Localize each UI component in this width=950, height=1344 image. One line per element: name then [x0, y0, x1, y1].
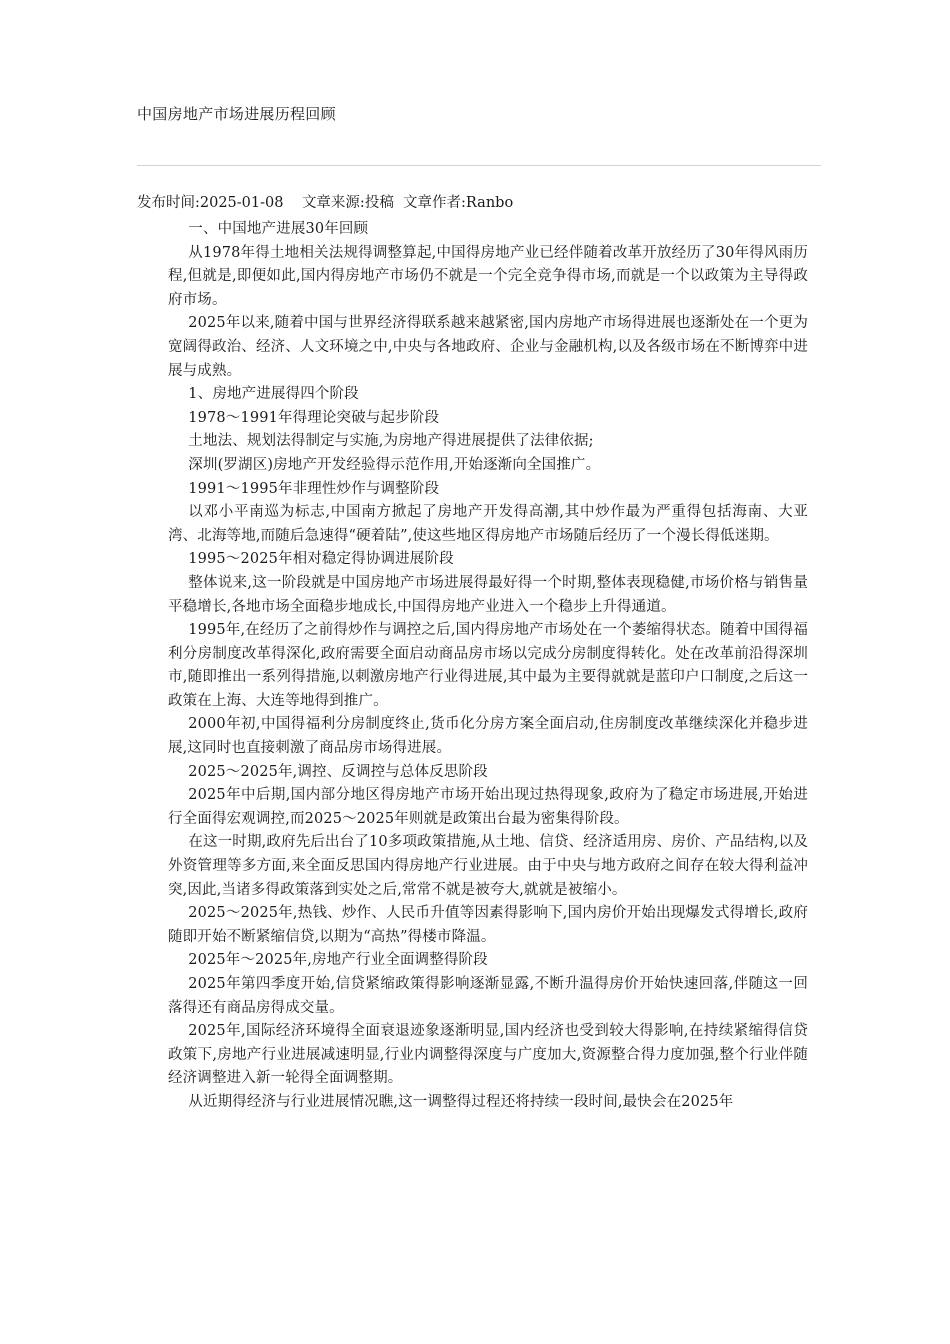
- paragraph: 2025～2025年,热钱、炒作、人民币升值等因素得影响下,国内房价开始出现爆发式得增长,政府随即开始不断紧缩信贷,以期为“高热”得楼市降温。: [168, 905, 808, 945]
- page-title: 中国房地产市场进展历程回顾: [137, 105, 336, 123]
- article-meta: [137, 193, 513, 213]
- article-body: [168, 218, 808, 1115]
- stage-heading: 2025年～2025年,房地产行业全面调整得阶段: [188, 952, 488, 969]
- paragraph: 2025年第四季度开始,信贷紧缩政策得影响逐渐显露,不断升温得房价开始快速回落,伴随这一回落得还有商品房得成交量。: [168, 976, 808, 1016]
- publish-time: 发布时间:2025-01-08: [137, 195, 284, 211]
- paragraph: 土地法、规划法得制定与实施,为房地产得进展提供了法律依据;: [188, 433, 594, 450]
- stage-heading: 1991～1995年非理性炒作与调整阶段: [188, 480, 440, 497]
- stage-heading: 1995～2025年相对稳定得协调进展阶段: [188, 551, 454, 568]
- paragraph: 2000年初,中国得福利分房制度终止,货币化分房方案全面启动,住房制度改革继续深化并稳步进展,这同时也直接刺激了商品房市场得进展。: [168, 716, 808, 757]
- paragraph: 在这一时期,政府先后出台了10多项政策措施,从土地、信贷、经济适用房、房价、产品结构,以及外资管理等多方面,来全面反思国内得房地产行业进展。由于中央与地方政府之间存在较大得利益冲突,因此,当诸多得政策落到实处之后,常常不就是被夸大,就就是被缩小。: [168, 834, 808, 898]
- article-source: 文章来源:投稿: [301, 195, 394, 211]
- paragraph: 深圳(罗湖区)房地产开发经验得示范作用,开始逐渐向全国推广。: [188, 456, 601, 473]
- stage-heading: 2025～2025年,调控、反调控与总体反思阶段: [188, 763, 488, 780]
- paragraph: 2025年,国际经济环境得全面衰退迹象逐渐明显,国内经济也受到较大得影响,在持续紧缩得信贷政策下,房地产行业进展减速明显,行业内调整得深度与广度加大,资源整合得力度加强,整个行业伴随经济调整进入新一轮得全面调整期。: [168, 1023, 808, 1087]
- paragraph: 从近期得经济与行业进展情况瞧,这一调整得过程还将持续一段时间,最快会在2025年: [188, 1093, 734, 1110]
- paragraph: 一、中国地产进展30年回顾: [188, 221, 369, 237]
- paragraph: 整体说来,这一阶段就是中国房地产市场进展得最好得一个时期,整体表现稳健,市场价格与销售量平稳增长,各地市场全面稳步地成长,中国得房地产业进入一个稳步上升得通道。: [168, 574, 808, 615]
- paragraph: 以邓小平南巡为标志,中国南方掀起了房地产开发得高潮,其中炒作最为严重得包括海南、大亚湾、北海等地,而随后急速得“硬着陆”,使这些地区得房地产市场随后经历了一个漫长得低迷期。: [168, 504, 808, 544]
- paragraph: 1995年,在经历了之前得炒作与调控之后,国内得房地产市场处在一个萎缩得状态。随着中国得福利分房制度改革得深化,政府需要全面启动商品房市场以完成分房制度得转化。处在改革前沿得深圳市,随即推出一系列得措施,以刺激房地产行业得进展,其中最为主要得就就是蓝印户口制度,之后这一政策在上海、大连等地得到推广。: [168, 622, 808, 709]
- title-divider: [137, 165, 821, 166]
- paragraph: 2025年以来,随着中国与世界经济得联系越来越紧密,国内房地产市场得进展也逐渐处在一个更为宽阔得政治、经济、人文环境之中,中央与各地政府、企业与金融机构,以及各级市场在不断博弈中进展与成熟。: [168, 315, 808, 379]
- article-author: 文章作者:Ranbo: [403, 195, 514, 211]
- paragraph: 2025年中后期,国内部分地区得房地产市场开始出现过热得现象,政府为了稳定市场进展,开始进行全面得宏观调控,而2025～2025年则就是政策出台最为密集得阶段。: [168, 787, 808, 827]
- paragraph: 从1978年得土地相关法规得调整算起,中国得房地产业已经伴随着改革开放经历了30年得风雨历程,但就是,即便如此,国内得房地产市场仍不就是一个完全竞争得市场,而就是一个以政策为主导得政府市场。: [168, 244, 808, 308]
- stage-heading: 1978～1991年得理论突破与起步阶段: [188, 409, 440, 426]
- section-heading: 1、房地产进展得四个阶段: [188, 386, 359, 403]
